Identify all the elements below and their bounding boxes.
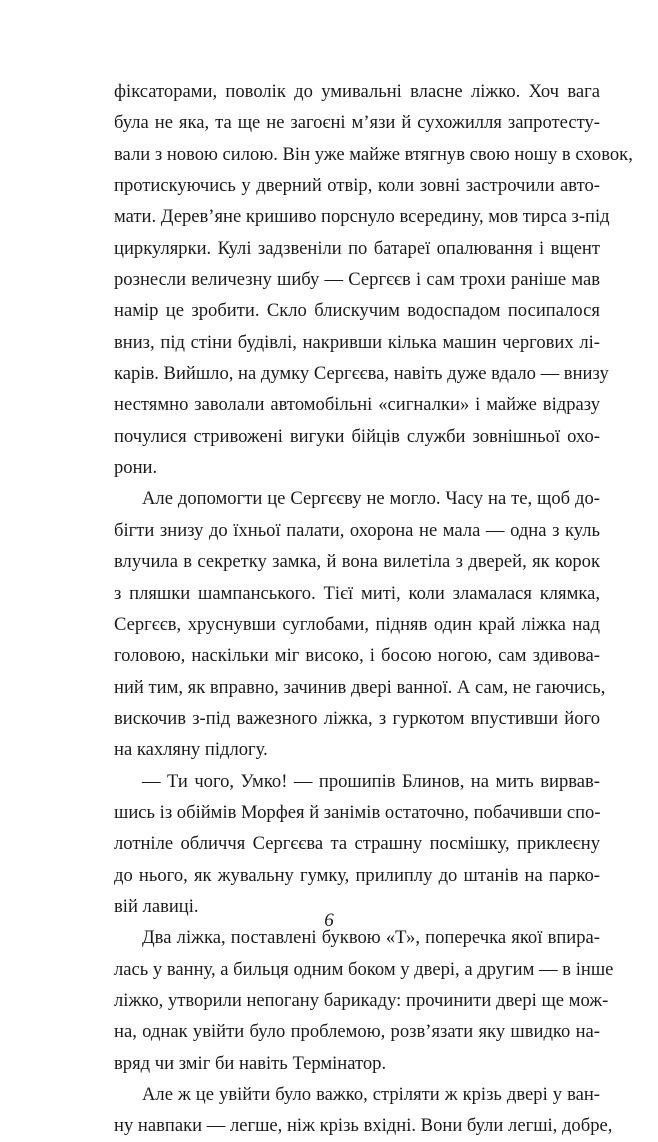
paragraph bbox=[114, 76, 633, 483]
text-line: влучила в секретку замка, й вона вилетіла з дверей, як корок bbox=[114, 551, 600, 573]
text-line: лась у ванну, а бильця одним боком у двері, а другим — в інше bbox=[114, 958, 614, 980]
page-number: 6 bbox=[324, 910, 334, 931]
text-line: Але ж це увійти було важко, стріляти ж крізь двері у ван- bbox=[142, 1084, 600, 1105]
text-line: Але допомогти це Сергєєву не могло. Часу на те, щоб до- bbox=[142, 488, 600, 510]
text-line: вискочив з-під важезного ліжка, з гуркотом впустивши його bbox=[114, 707, 600, 729]
text-line: намір це зробити. Скло блискучим водоспадом посипалося bbox=[114, 300, 600, 322]
text-line: шись із обіймів Морфея й занімів остаточно, побачивши спо- bbox=[114, 801, 601, 823]
text-line: — Ти чого, Умко! — прошипів Блинов, на мить вирвав- bbox=[142, 770, 600, 792]
text-line: ліжко, утворили непогану барикаду: прочинити двері ще мож- bbox=[114, 989, 609, 1011]
text-line: вій лавиці. bbox=[114, 895, 199, 917]
paragraph bbox=[114, 766, 600, 923]
paragraph bbox=[114, 483, 606, 765]
text-line: почулися стривожені вигуки бійців служби зовнішньої охо- bbox=[114, 425, 600, 447]
text-line: на кахляну підлогу. bbox=[114, 739, 268, 761]
book-page-text bbox=[114, 76, 633, 1142]
text-line: ну навпаки — легше, ніж крізь вхідні. Вони були легші, добре, bbox=[114, 1115, 613, 1137]
text-line: до нього, як жувальну гумку, прилиплу до штанів на парко- bbox=[114, 864, 600, 886]
text-line: головою, наскільки міг високо, і босою ногою, сам здивова- bbox=[114, 645, 600, 667]
text-line: на, однак увійти було проблемою, розв’язати яку швидко на- bbox=[114, 1021, 600, 1043]
text-line: рознесли величезну шибу — Сергєєв і сам трохи раніше мав bbox=[114, 269, 600, 291]
text-line: бігти знизу до їхньої палати, охорона не мала — одна з куль bbox=[114, 519, 600, 541]
text-line: протискуючись у дверний отвір, коли зовні застрочили авто- bbox=[114, 175, 600, 197]
text-line: Сергєєв, хруснувши суглобами, підняв один край ліжка над bbox=[114, 613, 600, 635]
text-line: з пляшки шампанського. Тієї миті, коли зламалася клямка, bbox=[114, 582, 600, 604]
paragraph bbox=[114, 922, 614, 1079]
text-line: мати. Дерев’яне кришиво порснуло всередину, мов тирса з-під bbox=[114, 206, 610, 228]
text-line: була не яка, та ще не загоєні м’язи й сухожилля запротесту- bbox=[114, 112, 600, 134]
text-line: Два ліжка, поставлені буквою «Т», поперечка якої впира- bbox=[142, 927, 600, 949]
text-line: вали з новою силою. Він уже майже втягнув свою ношу в сховок, bbox=[114, 143, 633, 165]
text-line: вниз, під стіни будівлі, накривши кілька машин чергових лі- bbox=[114, 331, 600, 353]
paragraph bbox=[114, 1079, 613, 1142]
text-line: лотніле обличчя Сергєєва та страшну посмішку, приклеєну bbox=[114, 833, 600, 855]
text-line: нестямно заволали автомобільні «сигналки» і майже відразу bbox=[114, 394, 600, 416]
text-line: вряд чи зміг би навіть Термінатор. bbox=[114, 1052, 387, 1074]
text-line: рони. bbox=[114, 457, 158, 479]
text-line: фіксаторами, поволік до умивальні власне ліжко. Хоч вага bbox=[114, 81, 600, 102]
text-line: циркулярки. Кулі задзвеніли по батареї опалювання і вщент bbox=[114, 237, 600, 259]
text-line: карів. Вийшло, на думку Сергєєва, навіть дуже вдало — внизу bbox=[114, 363, 609, 385]
text-line: ний тим, як вправно, зачинив двері ванної. А сам, не гаючись, bbox=[114, 676, 606, 698]
